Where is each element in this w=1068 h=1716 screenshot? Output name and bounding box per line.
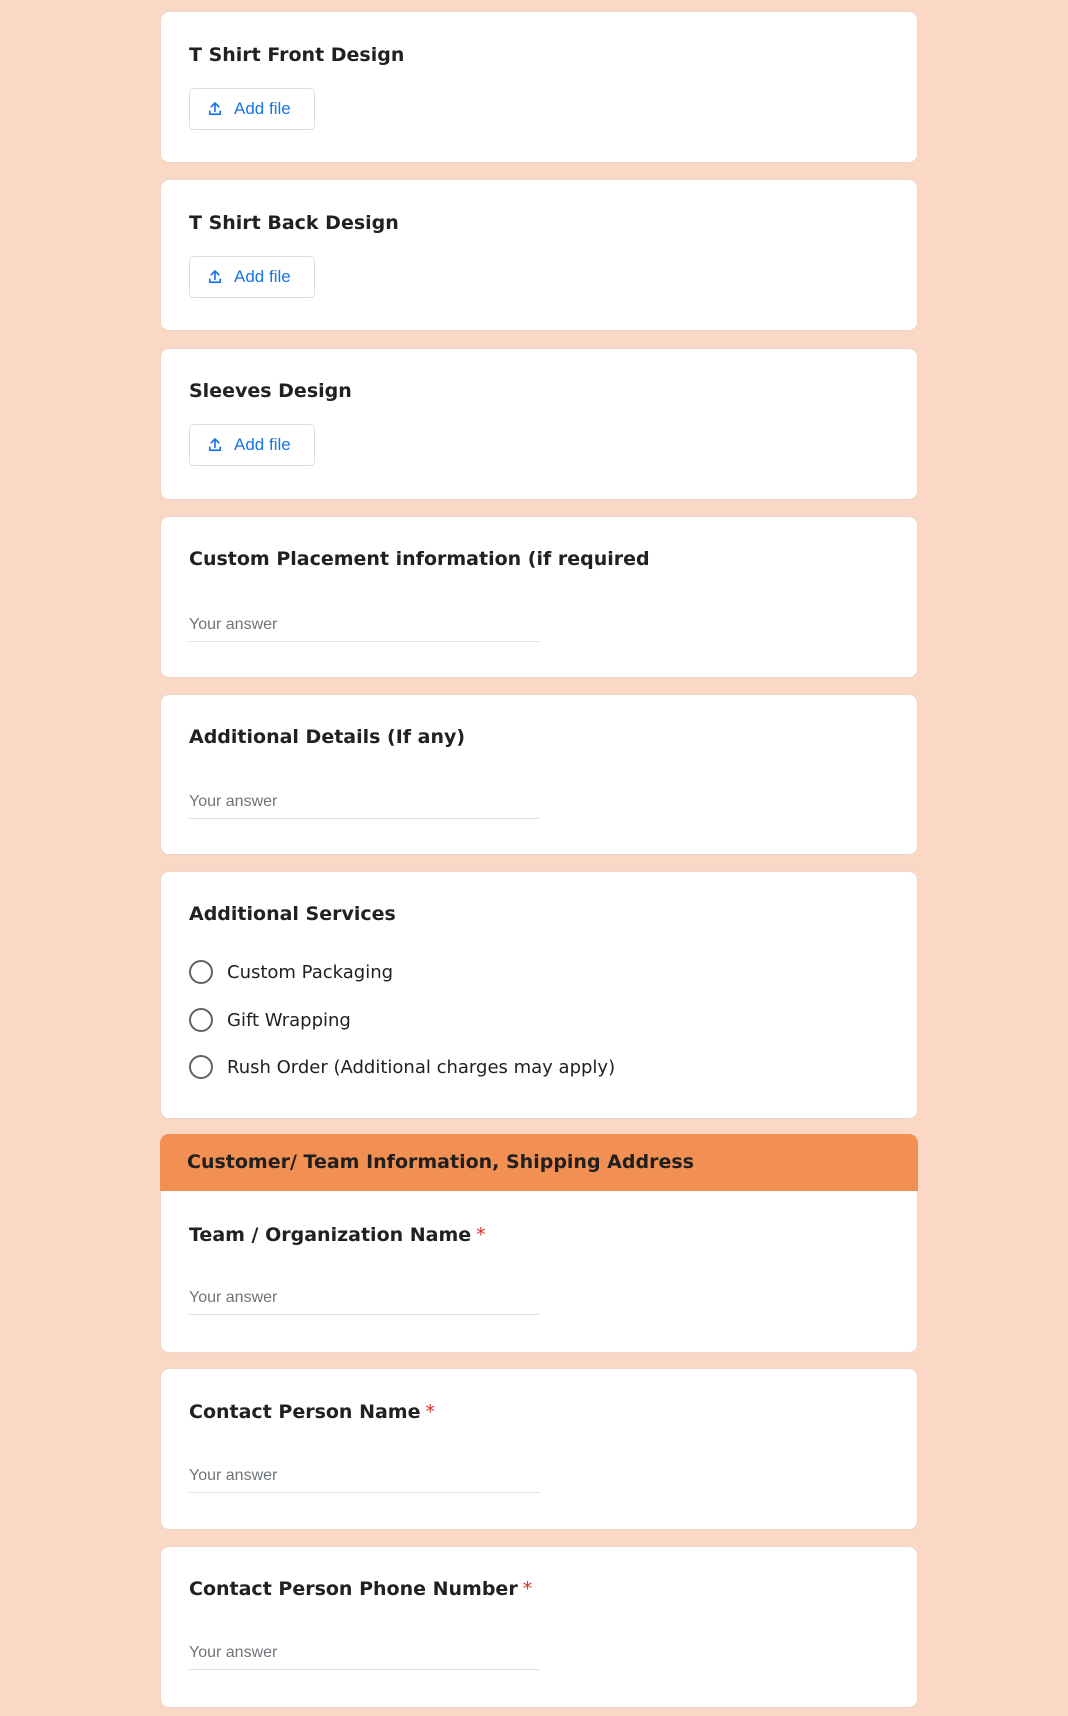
question-title-text: Contact Person Phone Number bbox=[189, 1578, 518, 1600]
add-file-label: Add file bbox=[234, 267, 291, 286]
add-file-label: Add file bbox=[234, 99, 291, 118]
answer-input[interactable] bbox=[189, 785, 540, 819]
question-card-contact-phone bbox=[160, 1546, 918, 1708]
question-title bbox=[189, 1401, 435, 1423]
question-title: T Shirt Front Design bbox=[189, 44, 405, 66]
question-title: Additional Services bbox=[189, 903, 396, 925]
question-title-text: Contact Person Name bbox=[189, 1401, 421, 1423]
question-title bbox=[189, 1578, 532, 1600]
upload-icon bbox=[206, 100, 224, 118]
radio-unchecked-icon[interactable] bbox=[189, 960, 213, 984]
question-card-back-design bbox=[160, 179, 918, 331]
radio-option-gift-wrapping[interactable] bbox=[189, 1008, 351, 1032]
required-asterisk: * bbox=[425, 1401, 435, 1423]
answer-input[interactable] bbox=[189, 1459, 540, 1493]
answer-input[interactable] bbox=[189, 608, 540, 642]
question-title: T Shirt Back Design bbox=[189, 212, 399, 234]
radio-option-label: Custom Packaging bbox=[227, 961, 394, 983]
add-file-button[interactable] bbox=[189, 256, 315, 298]
question-card-additional-services bbox=[160, 871, 918, 1119]
question-title: Sleeves Design bbox=[189, 380, 352, 402]
required-asterisk: * bbox=[476, 1224, 486, 1246]
required-asterisk: * bbox=[522, 1578, 533, 1600]
question-title bbox=[189, 1224, 486, 1246]
radio-unchecked-icon[interactable] bbox=[189, 1008, 213, 1032]
question-title-text: Team / Organization Name bbox=[189, 1224, 472, 1246]
question-card-sleeves-design bbox=[160, 348, 918, 500]
upload-icon bbox=[206, 268, 224, 286]
add-file-button[interactable] bbox=[189, 88, 315, 130]
section-title: Customer/ Team Information, Shipping Address bbox=[187, 1151, 694, 1173]
question-card-front-design bbox=[160, 11, 918, 163]
section-header bbox=[160, 1134, 918, 1191]
add-file-label: Add file bbox=[234, 435, 291, 454]
question-card-custom-placement bbox=[160, 516, 918, 678]
radio-unchecked-icon[interactable] bbox=[189, 1055, 213, 1079]
answer-input[interactable] bbox=[189, 1281, 540, 1315]
question-title: Custom Placement information (if required bbox=[189, 548, 650, 570]
question-card-additional-details bbox=[160, 694, 918, 855]
radio-option-custom-packaging[interactable] bbox=[189, 960, 393, 984]
question-card-contact-name bbox=[160, 1368, 918, 1530]
answer-input[interactable] bbox=[189, 1636, 540, 1670]
radio-option-label: Rush Order (Additional charges may apply) bbox=[227, 1056, 616, 1078]
question-title: Additional Details (If any) bbox=[189, 726, 466, 748]
radio-option-rush-order[interactable] bbox=[189, 1055, 615, 1079]
add-file-button[interactable] bbox=[189, 424, 315, 466]
radio-option-label: Gift Wrapping bbox=[227, 1009, 351, 1031]
upload-icon bbox=[206, 436, 224, 454]
